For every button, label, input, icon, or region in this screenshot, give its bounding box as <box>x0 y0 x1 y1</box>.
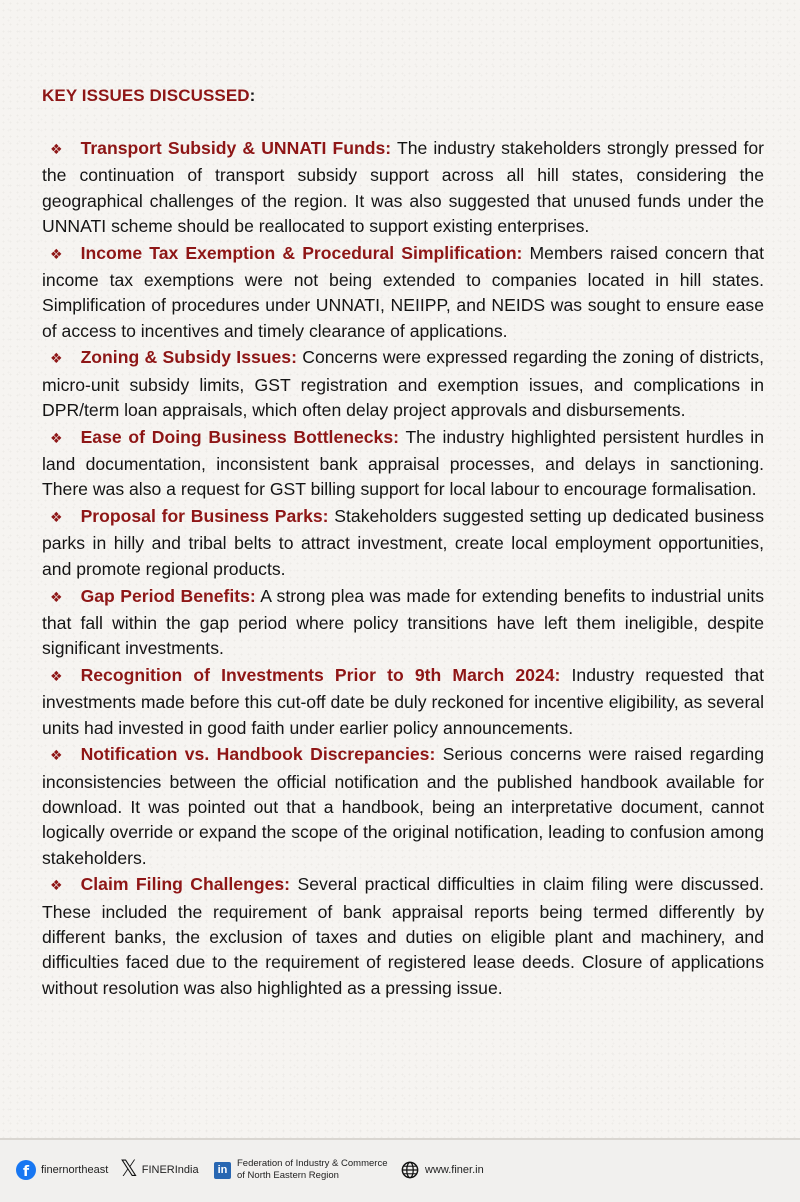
facebook-handle: finernortheast <box>41 1164 109 1176</box>
diamond-bullet-icon: ❖ <box>50 748 63 765</box>
issue-title: Ease of Doing Business Bottlenecks: <box>80 426 399 447</box>
issue-title: Claim Filing Challenges: <box>80 874 291 895</box>
key-issues-document <box>42 86 764 1002</box>
issue-body: Several practical difficulties in claim filing were discussed. These included the requirement of bank appraisal reports being termed differently by different banks, the exclusion of taxes and duties on eligible plant and machinery, and difficulties faced due to the requirement of registered lease deeds. Closure of applications without resolution was also highlighted as a pressing issue. <box>42 874 764 998</box>
facebook-icon: f <box>16 1160 36 1180</box>
footer-bar <box>0 1138 800 1202</box>
issue-item <box>42 663 764 741</box>
section-heading-text: KEY ISSUES DISCUSSED <box>42 86 250 105</box>
diamond-bullet-icon: ❖ <box>50 589 63 606</box>
issue-item <box>42 504 764 582</box>
diamond-bullet-icon: ❖ <box>50 878 63 895</box>
diamond-bullet-icon: ❖ <box>50 142 63 158</box>
diamond-bullet-icon: ❖ <box>50 510 63 527</box>
globe-icon <box>401 1161 419 1179</box>
website-url: www.finer.in <box>425 1164 484 1176</box>
diamond-bullet-icon: ❖ <box>50 246 63 263</box>
diamond-bullet-icon: ❖ <box>50 430 63 447</box>
issue-item <box>42 425 764 503</box>
linkedin-org-line-2: of North Eastern Region <box>237 1170 339 1181</box>
website-link[interactable] <box>401 1154 484 1186</box>
linkedin-link[interactable] <box>214 1154 387 1186</box>
section-heading <box>42 86 764 106</box>
issue-title: Transport Subsidy & UNNATI Funds: <box>80 138 392 158</box>
issue-item <box>42 584 764 662</box>
issue-body: The industry highlighted persistent hurdles in land documentation, inconsistent bank appraisal processes, and delays in sanctioning. There was also a request for GST billing support for local labour to encourage formalisation. <box>42 426 764 500</box>
issue-item <box>42 241 764 344</box>
issue-title: Recognition of Investments Prior to 9th March 2024: <box>80 664 561 685</box>
issue-body: Industry requested that investments made before this cut-off date be duly reckoned for incentive eligibility, as several units had invested in good faith under earlier policy announcements. <box>42 664 765 738</box>
issue-body: Serious concerns were raised regarding inconsistencies between the official notification and the published handbook available for download. It was pointed out that a handbook, being an interpretative document, cannot logically override or expand the scope of the original notification, leading to confusion among stakeholders. <box>42 744 764 868</box>
issue-item <box>42 345 764 423</box>
issue-item <box>42 872 764 1000</box>
diamond-bullet-icon: ❖ <box>50 351 63 368</box>
twitter-handle: FINERIndia <box>141 1164 199 1176</box>
issue-item <box>42 136 764 239</box>
twitter-link[interactable] <box>120 1154 199 1186</box>
issue-body: Members raised concern that income tax exemptions were not being extended to companies located in hill states. Simplification of procedures under UNNATI, NEIIPP, and NEIDS was sought to ensure ease of access to incentives and timely clearance of applications. <box>42 242 765 341</box>
issue-item <box>42 742 764 870</box>
issue-title: Zoning & Subsidy Issues: <box>80 347 297 368</box>
issue-body: The industry stakeholders strongly pressed for the continuation of transport subsidy support across all hill states, considering the geographical challenges of the region. It was also suggested that unused funds under the UNNATI scheme should be reallocated to support existing enterprises. <box>42 138 764 236</box>
issue-title: Proposal for Business Parks: <box>80 506 329 527</box>
issue-title: Notification vs. Handbook Discrepancies: <box>80 744 436 765</box>
issue-body: A strong plea was made for extending benefits to industrial units that fall within the gap period where policy transitions have left them ineligible, despite significant investments. <box>42 585 764 659</box>
issue-body: Concerns were expressed regarding the zoning of districts, micro-unit subsidy limits, GST registration and exemption issues, and complications in DPR/term loan appraisals, which often delay project approvals and disbursements. <box>42 347 765 420</box>
linkedin-org-line-1: Federation of Industry & Commerce <box>237 1158 388 1169</box>
issue-body: Stakeholders suggested setting up dedicated business parks in hilly and tribal belts to attract investment, create local employment opportunities, and promote regional products. <box>42 506 764 579</box>
issue-title: Income Tax Exemption & Procedural Simplification: <box>80 242 523 263</box>
diamond-bullet-icon: ❖ <box>50 668 63 685</box>
linkedin-icon: in <box>214 1162 231 1179</box>
section-heading-colon: : <box>249 86 256 105</box>
linkedin-org-name <box>237 1158 387 1182</box>
x-icon: 𝕏 <box>120 1157 138 1182</box>
facebook-link[interactable] <box>16 1154 108 1186</box>
issue-title: Gap Period Benefits: <box>80 585 256 606</box>
